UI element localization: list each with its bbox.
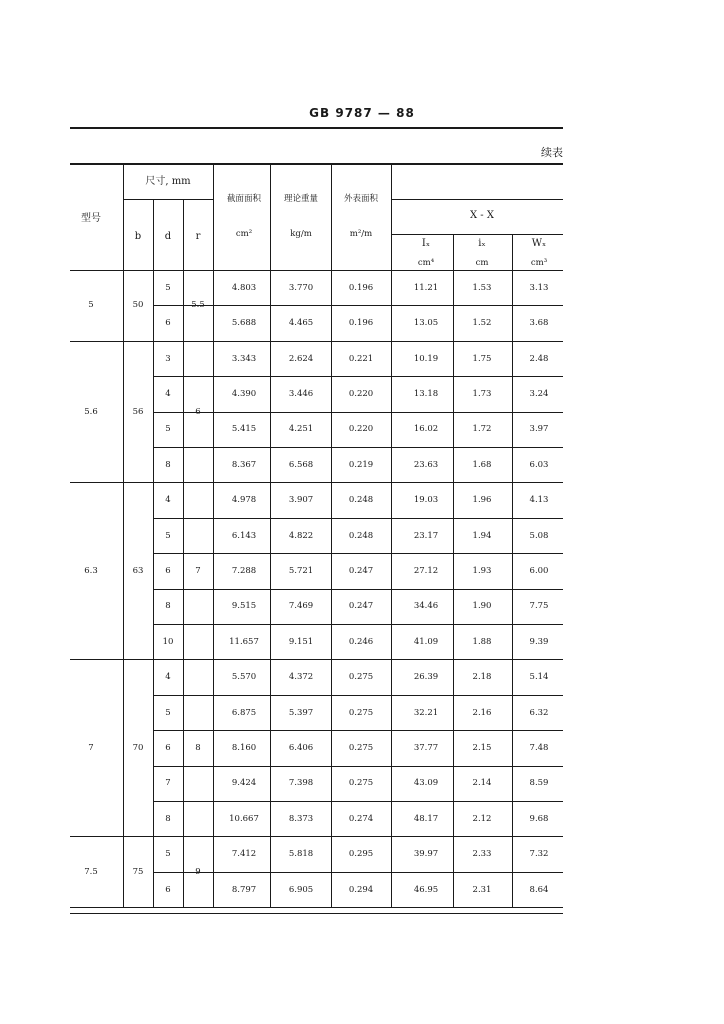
ix-cell: 16.02 [413, 424, 439, 435]
group-rule [70, 482, 563, 483]
table-vertical-rule [213, 482, 214, 659]
weight-cell: 6.406 [288, 742, 314, 753]
header-axis-xx: X - X [470, 210, 494, 221]
d-cell: 5 [165, 530, 171, 541]
table-vertical-rule [270, 341, 271, 483]
table-vertical-rule [453, 659, 454, 836]
header-weight: 理论重量 [283, 193, 319, 204]
table-vertical-rule [183, 341, 184, 483]
header-wx: Wₓ [531, 238, 547, 249]
table-vertical-rule [453, 341, 454, 483]
wx-cell: 9.39 [529, 636, 549, 647]
weight-cell: 3.446 [288, 388, 314, 399]
wx-cell: 6.03 [529, 459, 549, 470]
table-vertical-rule [453, 482, 454, 659]
ix-cell: 10.19 [413, 353, 439, 364]
rx-cell: 2.31 [472, 884, 492, 895]
row-rule [153, 730, 563, 731]
surface-cell: 0.248 [348, 530, 374, 541]
d-cell: 4 [165, 671, 171, 682]
table-vertical-rule [391, 270, 392, 341]
rx-cell: 2.15 [472, 742, 492, 753]
surface-cell: 0.275 [348, 707, 374, 718]
table-vertical-rule [153, 270, 154, 341]
surface-cell: 0.294 [348, 884, 374, 895]
d-cell: 3 [165, 353, 171, 364]
ix-cell: 11.21 [413, 282, 439, 293]
wx-cell: 7.48 [529, 742, 549, 753]
wx-cell: 8.64 [529, 884, 549, 895]
table-vertical-rule [183, 482, 184, 659]
table-vertical-rule [453, 836, 454, 907]
wx-cell: 3.13 [529, 282, 549, 293]
header-rule [70, 127, 563, 129]
weight-cell: 5.721 [288, 565, 314, 576]
row-rule [153, 305, 563, 306]
table-vertical-rule [153, 199, 154, 270]
header-surface: 外表面积 [343, 193, 379, 204]
table-vertical-rule [270, 836, 271, 907]
ix-cell: 39.97 [413, 848, 439, 859]
rx-cell: 1.88 [472, 636, 492, 647]
table-vertical-rule [123, 270, 124, 341]
rx-cell: 1.94 [472, 530, 492, 541]
d-cell: 6 [165, 742, 171, 753]
row-rule [153, 624, 563, 625]
table-vertical-rule [391, 659, 392, 836]
surface-cell: 0.246 [348, 636, 374, 647]
header-surface-unit: m²/m [349, 228, 373, 239]
wx-cell: 5.14 [529, 671, 549, 682]
d-cell: 5 [165, 848, 171, 859]
wx-cell: 5.08 [529, 530, 549, 541]
ix-cell: 13.05 [413, 317, 439, 328]
header-area: 截面面积 [226, 193, 262, 204]
rx-cell: 1.93 [472, 565, 492, 576]
table-vertical-rule [453, 234, 454, 270]
surface-cell: 0.220 [348, 424, 374, 435]
b-cell: 56 [132, 406, 144, 417]
row-rule [153, 872, 563, 873]
weight-cell: 2.624 [288, 353, 314, 364]
b-cell: 50 [132, 300, 144, 311]
b-cell: 75 [132, 866, 144, 877]
table-vertical-rule [153, 659, 154, 836]
table-vertical-rule [213, 341, 214, 483]
d-cell: 4 [165, 494, 171, 505]
b-cell: 63 [132, 565, 144, 576]
table-vertical-rule [331, 164, 332, 270]
row-rule [153, 589, 563, 590]
ix-cell: 46.95 [413, 884, 439, 895]
table-vertical-rule [213, 836, 214, 907]
table-vertical-rule [183, 659, 184, 836]
rx-cell: 2.33 [472, 848, 492, 859]
surface-cell: 0.247 [348, 601, 374, 612]
table-vertical-rule [213, 164, 214, 270]
table-vertical-rule [331, 482, 332, 659]
document-header: GB 9787 — 88 [309, 106, 415, 120]
b-cell: 70 [132, 742, 144, 753]
d-cell: 8 [165, 813, 171, 824]
area-cell: 7.412 [231, 848, 257, 859]
surface-cell: 0.275 [348, 742, 374, 753]
weight-cell: 5.397 [288, 707, 314, 718]
table-vertical-rule [123, 836, 124, 907]
table-vertical-rule [512, 482, 513, 659]
table-vertical-rule [391, 836, 392, 907]
table-vertical-rule [512, 659, 513, 836]
area-cell: 5.688 [231, 317, 257, 328]
table-vertical-rule [183, 270, 184, 341]
wx-cell: 3.97 [529, 424, 549, 435]
ix-cell: 23.63 [413, 459, 439, 470]
header-b: b [134, 231, 142, 242]
header-rx: iₓ [478, 238, 486, 249]
table-vertical-rule [213, 270, 214, 341]
header-axis-underline [391, 234, 563, 235]
r-cell: 5.5 [191, 300, 205, 311]
group-rule [70, 907, 563, 908]
header-ix-unit: cm⁴ [417, 257, 435, 268]
weight-cell: 9.151 [288, 636, 314, 647]
rx-cell: 2.12 [472, 813, 492, 824]
table-vertical-rule [453, 270, 454, 341]
weight-cell: 7.469 [288, 601, 314, 612]
table-vertical-rule [331, 341, 332, 483]
weight-cell: 7.398 [288, 778, 314, 789]
surface-cell: 0.196 [348, 282, 374, 293]
surface-cell: 0.196 [348, 317, 374, 328]
table-vertical-rule [183, 199, 184, 270]
model-cell: 5.6 [84, 406, 98, 417]
table-vertical-rule [270, 270, 271, 341]
surface-cell: 0.247 [348, 565, 374, 576]
weight-cell: 4.251 [288, 424, 314, 435]
ix-cell: 37.77 [413, 742, 439, 753]
table-vertical-rule [512, 341, 513, 483]
table-vertical-rule [213, 659, 214, 836]
rx-cell: 1.96 [472, 494, 492, 505]
header-d: d [164, 231, 172, 242]
wx-cell: 8.59 [529, 778, 549, 789]
ix-cell: 26.39 [413, 671, 439, 682]
header-size-group: 尺寸, mm [145, 176, 191, 187]
area-cell: 3.343 [231, 353, 257, 364]
wx-cell: 2.48 [529, 353, 549, 364]
table-vertical-rule [123, 482, 124, 659]
table-vertical-rule [123, 659, 124, 836]
rx-cell: 1.73 [472, 388, 492, 399]
weight-cell: 4.372 [288, 671, 314, 682]
area-cell: 6.875 [231, 707, 257, 718]
area-cell: 11.657 [229, 636, 259, 647]
row-rule [153, 695, 563, 696]
header-rx-unit: cm [475, 257, 489, 268]
table-vertical-rule [331, 836, 332, 907]
area-cell: 8.160 [231, 742, 257, 753]
ix-cell: 27.12 [413, 565, 439, 576]
table-vertical-rule [391, 164, 392, 270]
table-vertical-rule [512, 836, 513, 907]
d-cell: 8 [165, 459, 171, 470]
wx-cell: 3.68 [529, 317, 549, 328]
table-vertical-rule [391, 482, 392, 659]
area-cell: 8.367 [231, 459, 257, 470]
row-rule [153, 553, 563, 554]
header-r: r [195, 231, 201, 242]
ix-cell: 41.09 [413, 636, 439, 647]
ix-cell: 43.09 [413, 778, 439, 789]
table-bottom-rule [70, 913, 563, 914]
header-axis-overline [391, 199, 563, 200]
group-rule [70, 659, 563, 660]
table-vertical-rule [183, 836, 184, 907]
d-cell: 6 [165, 884, 171, 895]
rx-cell: 1.53 [472, 282, 492, 293]
wx-cell: 6.00 [529, 565, 549, 576]
d-cell: 5 [165, 282, 171, 293]
row-rule [153, 801, 563, 802]
weight-cell: 3.770 [288, 282, 314, 293]
header-wx-unit: cm³ [530, 257, 548, 268]
wx-cell: 7.32 [529, 848, 549, 859]
table-vertical-rule [270, 482, 271, 659]
row-rule [153, 518, 563, 519]
r-cell: 6 [195, 406, 201, 417]
rx-cell: 1.72 [472, 424, 492, 435]
rx-cell: 1.68 [472, 459, 492, 470]
ix-cell: 48.17 [413, 813, 439, 824]
d-cell: 4 [165, 388, 171, 399]
model-cell: 7.5 [84, 866, 98, 877]
table-vertical-rule [391, 341, 392, 483]
ix-cell: 32.21 [413, 707, 439, 718]
rx-cell: 2.14 [472, 778, 492, 789]
table-vertical-rule [270, 659, 271, 836]
rx-cell: 1.52 [472, 317, 492, 328]
area-cell: 8.797 [231, 884, 257, 895]
surface-cell: 0.295 [348, 848, 374, 859]
rx-cell: 2.18 [472, 671, 492, 682]
rx-cell: 1.90 [472, 601, 492, 612]
table-vertical-rule [123, 341, 124, 483]
area-cell: 6.143 [231, 530, 257, 541]
row-rule [153, 447, 563, 448]
weight-cell: 4.822 [288, 530, 314, 541]
r-cell: 9 [195, 866, 201, 877]
header-model: 型号 [81, 213, 101, 224]
d-cell: 5 [165, 707, 171, 718]
table-vertical-rule [331, 270, 332, 341]
model-cell: 7 [88, 742, 94, 753]
weight-cell: 5.818 [288, 848, 314, 859]
group-rule [70, 836, 563, 837]
weight-cell: 6.568 [288, 459, 314, 470]
header-size-underline [123, 199, 213, 200]
r-cell: 7 [195, 565, 201, 576]
d-cell: 7 [165, 778, 171, 789]
surface-cell: 0.275 [348, 671, 374, 682]
ix-cell: 13.18 [413, 388, 439, 399]
group-rule [70, 341, 563, 342]
surface-cell: 0.248 [348, 494, 374, 505]
header-area-unit: cm² [235, 228, 253, 239]
area-cell: 4.978 [231, 494, 257, 505]
weight-cell: 8.373 [288, 813, 314, 824]
row-rule [153, 766, 563, 767]
rx-cell: 1.75 [472, 353, 492, 364]
area-cell: 5.570 [231, 671, 257, 682]
wx-cell: 3.24 [529, 388, 549, 399]
weight-cell: 6.905 [288, 884, 314, 895]
ix-cell: 23.17 [413, 530, 439, 541]
surface-cell: 0.221 [348, 353, 374, 364]
wx-cell: 7.75 [529, 601, 549, 612]
area-cell: 4.803 [231, 282, 257, 293]
surface-cell: 0.275 [348, 778, 374, 789]
table-vertical-rule [331, 659, 332, 836]
table-vertical-rule [123, 164, 124, 270]
table-vertical-rule [153, 836, 154, 907]
wx-cell: 6.32 [529, 707, 549, 718]
area-cell: 9.515 [231, 601, 257, 612]
table-vertical-rule [270, 164, 271, 270]
wx-cell: 4.13 [529, 494, 549, 505]
ix-cell: 34.46 [413, 601, 439, 612]
row-rule [153, 412, 563, 413]
table-vertical-rule [153, 482, 154, 659]
area-cell: 5.415 [231, 424, 257, 435]
header-weight-unit: kg/m [290, 228, 312, 239]
model-cell: 5 [88, 300, 94, 311]
rx-cell: 2.16 [472, 707, 492, 718]
d-cell: 6 [165, 317, 171, 328]
model-cell: 6.3 [84, 565, 98, 576]
weight-cell: 4.465 [288, 317, 314, 328]
table-vertical-rule [512, 234, 513, 270]
area-cell: 7.288 [231, 565, 257, 576]
continued-label: 续表 [541, 146, 563, 159]
d-cell: 8 [165, 601, 171, 612]
area-cell: 10.667 [229, 813, 259, 824]
header-ix: Iₓ [421, 238, 431, 249]
ix-cell: 19.03 [413, 494, 439, 505]
area-cell: 9.424 [231, 778, 257, 789]
area-cell: 4.390 [231, 388, 257, 399]
row-rule [153, 376, 563, 377]
table-vertical-rule [153, 341, 154, 483]
wx-cell: 9.68 [529, 813, 549, 824]
d-cell: 6 [165, 565, 171, 576]
table-top-rule [70, 163, 563, 165]
d-cell: 10 [162, 636, 174, 647]
surface-cell: 0.220 [348, 388, 374, 399]
surface-cell: 0.219 [348, 459, 374, 470]
surface-cell: 0.274 [348, 813, 374, 824]
weight-cell: 3.907 [288, 494, 314, 505]
header-bottom-rule [70, 270, 563, 271]
d-cell: 5 [165, 424, 171, 435]
r-cell: 8 [195, 742, 201, 753]
table-vertical-rule [512, 270, 513, 341]
